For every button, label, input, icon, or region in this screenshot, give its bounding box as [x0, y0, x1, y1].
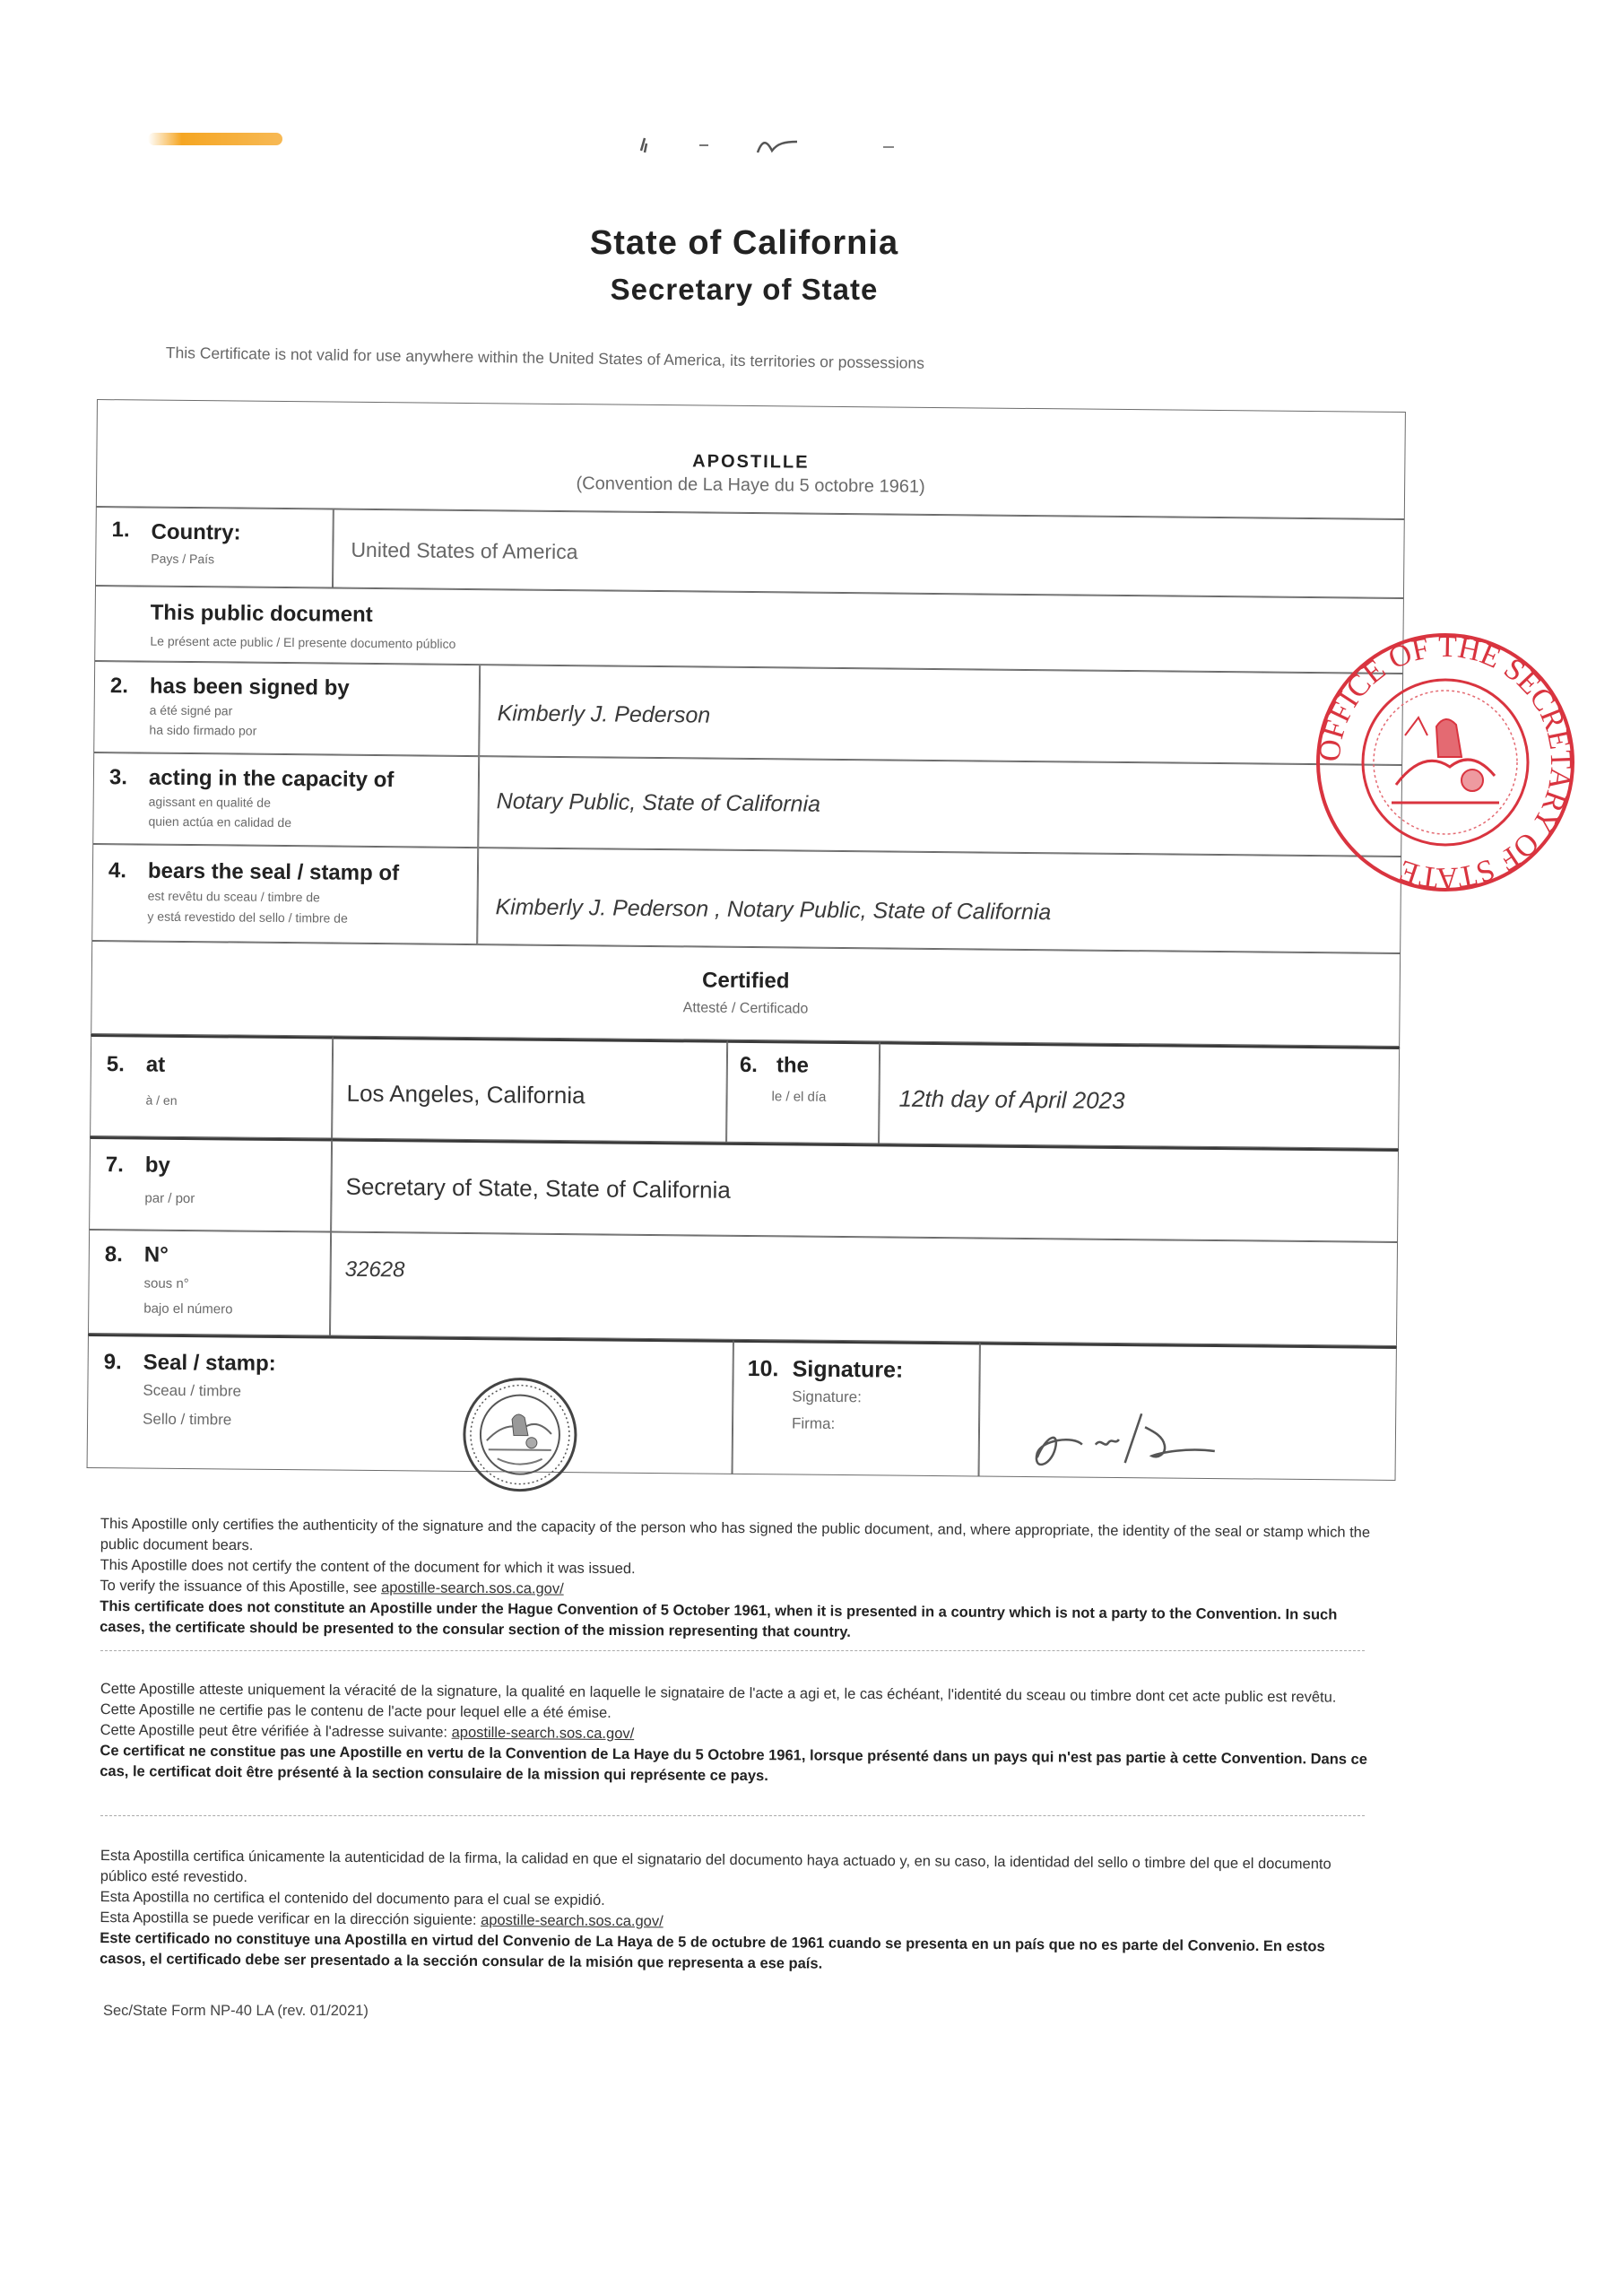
seal-label: Seal / stamp: [143, 1350, 276, 1376]
divider-1 [100, 1650, 1365, 1651]
validity-notice: This Certificate is not valid for use anywhere within the United States of America, its territories or possessions [165, 344, 925, 372]
country-value: United States of America [351, 537, 578, 564]
english-line-3: To verify the issuance of this Apostille, see [100, 1577, 377, 1596]
at-label: at [145, 1052, 166, 1077]
public-document-label: This public document [150, 600, 373, 627]
number-label-cell [88, 1230, 331, 1336]
english-line-2: This Apostille does not certify the content of the document for which it was issued. [100, 1556, 636, 1578]
seal-of-sublabel-fr: est revêtu du sceau / timbre de [147, 888, 320, 905]
french-line-4: Ce certificat ne constitue pas une Apostille en vertu de la Convention de La Haye du 5 Octobre 1961, lorsque présenté dans un pays qui n'est pas partie à cette Convention. Dans ce cas, le certificat doit être présenté à la section consulaire de la mission qui représente ce pays. [100, 1742, 1368, 1785]
the-sublabel: le / el día [771, 1089, 827, 1105]
handwritten-signature [1010, 1395, 1244, 1486]
spanish-notice [100, 1846, 1374, 1979]
california-seal-icon [461, 1376, 578, 1493]
country-label-cell [95, 507, 334, 588]
number-label: N° [143, 1242, 169, 1267]
seal-sublabel-es: Sello / timbre [142, 1410, 232, 1429]
spanish-line-2: Esta Apostilla no certifica el contenido del documento para el cual se expidió. [100, 1888, 605, 1909]
by-label: by [144, 1152, 170, 1178]
form-number: Sec/State Form NP-40 LA (rev. 01/2021) [103, 2003, 369, 2019]
the-label: the [776, 1053, 810, 1078]
signed-by-sublabel-fr: a été signé par [149, 702, 233, 718]
at-label-cell [90, 1034, 333, 1139]
country-sublabel: Pays / País [151, 551, 215, 567]
english-notice [100, 1514, 1374, 1647]
spanish-line-3: Esta Apostilla se puede verificar en la dirección siguiente: [100, 1909, 477, 1928]
english-line-4: This certificate does not constitute an Apostille under the Hague Convention of 5 October 1961, when it is presented in a country which is not a party to the Convention. In such cases, the certificate should be presented to the consular section of the mission representing that country. [100, 1597, 1338, 1640]
by-sublabel: par / por [144, 1190, 195, 1207]
apostille-title: APOSTILLE [692, 451, 810, 473]
at-sublabel: à / en [145, 1092, 178, 1108]
french-line-3: Cette Apostille peut être vérifiée à l'adresse suivante: [100, 1721, 448, 1741]
seal-of-label: bears the seal / stamp of [147, 858, 400, 886]
seal-of-sublabel-es: y está revestido del sello / timbre de [147, 909, 348, 926]
spanish-line-4: Este certificado no constituye una Apostilla en virtud del Convenio de La Haya de 5 de octubre de 1961 cuando se presenta en un país que no es parte del Convenio. En estos casos, el certificado debe ser presentado a la sección consular de la misión que representa a ese país. [100, 1929, 1325, 1972]
capacity-value: Notary Public, State of California [496, 788, 821, 817]
french-notice [100, 1679, 1374, 1791]
number-value: 32628 [344, 1257, 405, 1283]
convention-text: (Convention de La Haye du 5 octobre 1961) [576, 474, 925, 497]
public-document-cell [94, 586, 1404, 674]
capacity-label: acting in the capacity of [148, 765, 395, 793]
signature-sublabel-fr: Signature: [792, 1387, 862, 1406]
office-heading: Secretary of State [610, 273, 879, 306]
stamp-ring-text: OFFICE OF THE SECRETARY OF STATE [1313, 630, 1578, 895]
secretary-of-state-stamp-icon [1311, 628, 1580, 897]
certified-sublabel: Attesté / Certificado [682, 1000, 809, 1017]
signature-label: Signature: [792, 1356, 904, 1383]
english-verify-link[interactable]: apostille-search.sos.ca.gov/ [381, 1579, 564, 1597]
header-scribble-mark [632, 126, 910, 161]
apostille-form [86, 399, 1406, 1508]
signed-by-label: has been signed by [149, 674, 350, 700]
field-5-number: 5. [106, 1052, 126, 1077]
field-2-number: 2. [109, 674, 129, 699]
orange-highlight-mark [148, 133, 282, 145]
field-1-number: 1. [111, 517, 130, 543]
field-10-number: 10. [747, 1356, 779, 1382]
certified-label: Certified [701, 968, 790, 994]
seal-of-value: Kimberly J. Pederson , Notary Public, State of California [495, 894, 1052, 926]
by-value: Secretary of State, State of California [345, 1172, 731, 1204]
french-verify-link[interactable]: apostille-search.sos.ca.gov/ [451, 1724, 635, 1743]
the-value: 12th day of April 2023 [898, 1084, 1125, 1115]
seal-sublabel-fr: Sceau / timbre [143, 1381, 242, 1400]
number-value-cell [330, 1232, 1398, 1346]
french-line-1: Cette Apostille atteste uniquement la véracité de la signature, la qualité en laquelle le signataire de l'acte a agi et, le cas échéant, l'identité du sceau ou timbre dont cet acte public est revêtu. [100, 1681, 1337, 1706]
spanish-verify-link[interactable]: apostille-search.sos.ca.gov/ [481, 1911, 664, 1930]
field-6-number: 6. [739, 1052, 759, 1078]
spanish-line-1: Esta Apostilla certifica únicamente la autenticidad de la firma, la calidad en que el signatario del documento haya actuado y, en su caso, la identidad del sello o timbre del que el documento público esté revestido. [100, 1848, 1331, 1886]
field-9-number: 9. [103, 1350, 122, 1375]
field-8-number: 8. [104, 1242, 123, 1267]
signed-by-sublabel-es: ha sido firmado por [149, 722, 257, 738]
number-sublabel-es: bajo el número [143, 1300, 233, 1318]
field-4-number: 4. [108, 858, 127, 883]
public-document-sublabel: Le présent acte public / El presente documento público [150, 633, 456, 651]
number-sublabel-fr: sous n° [143, 1275, 189, 1292]
field-3-number: 3. [108, 765, 128, 790]
field-7-number: 7. [105, 1152, 124, 1178]
country-label: Country: [151, 519, 241, 545]
signature-sublabel-es: Firma: [791, 1414, 836, 1432]
at-value: Los Angeles, California [346, 1079, 585, 1109]
divider-2 [100, 1815, 1365, 1816]
by-label-cell [89, 1136, 332, 1232]
state-heading: State of California [589, 224, 899, 262]
signed-by-value: Kimberly J. Pederson [497, 700, 711, 728]
french-line-2: Cette Apostille ne certifie pas le contenu de l'acte pour lequel elle a été émise. [100, 1700, 612, 1721]
capacity-sublabel-fr: agissant en qualité de [148, 794, 271, 810]
english-line-1: This Apostille only certifies the authenticity of the signature and the capacity of the person who has signed the public document, and, where appropriate, the identity of the seal or stamp which the public document bears. [100, 1516, 1371, 1554]
capacity-sublabel-es: quien actúa en calidad de [148, 813, 292, 831]
